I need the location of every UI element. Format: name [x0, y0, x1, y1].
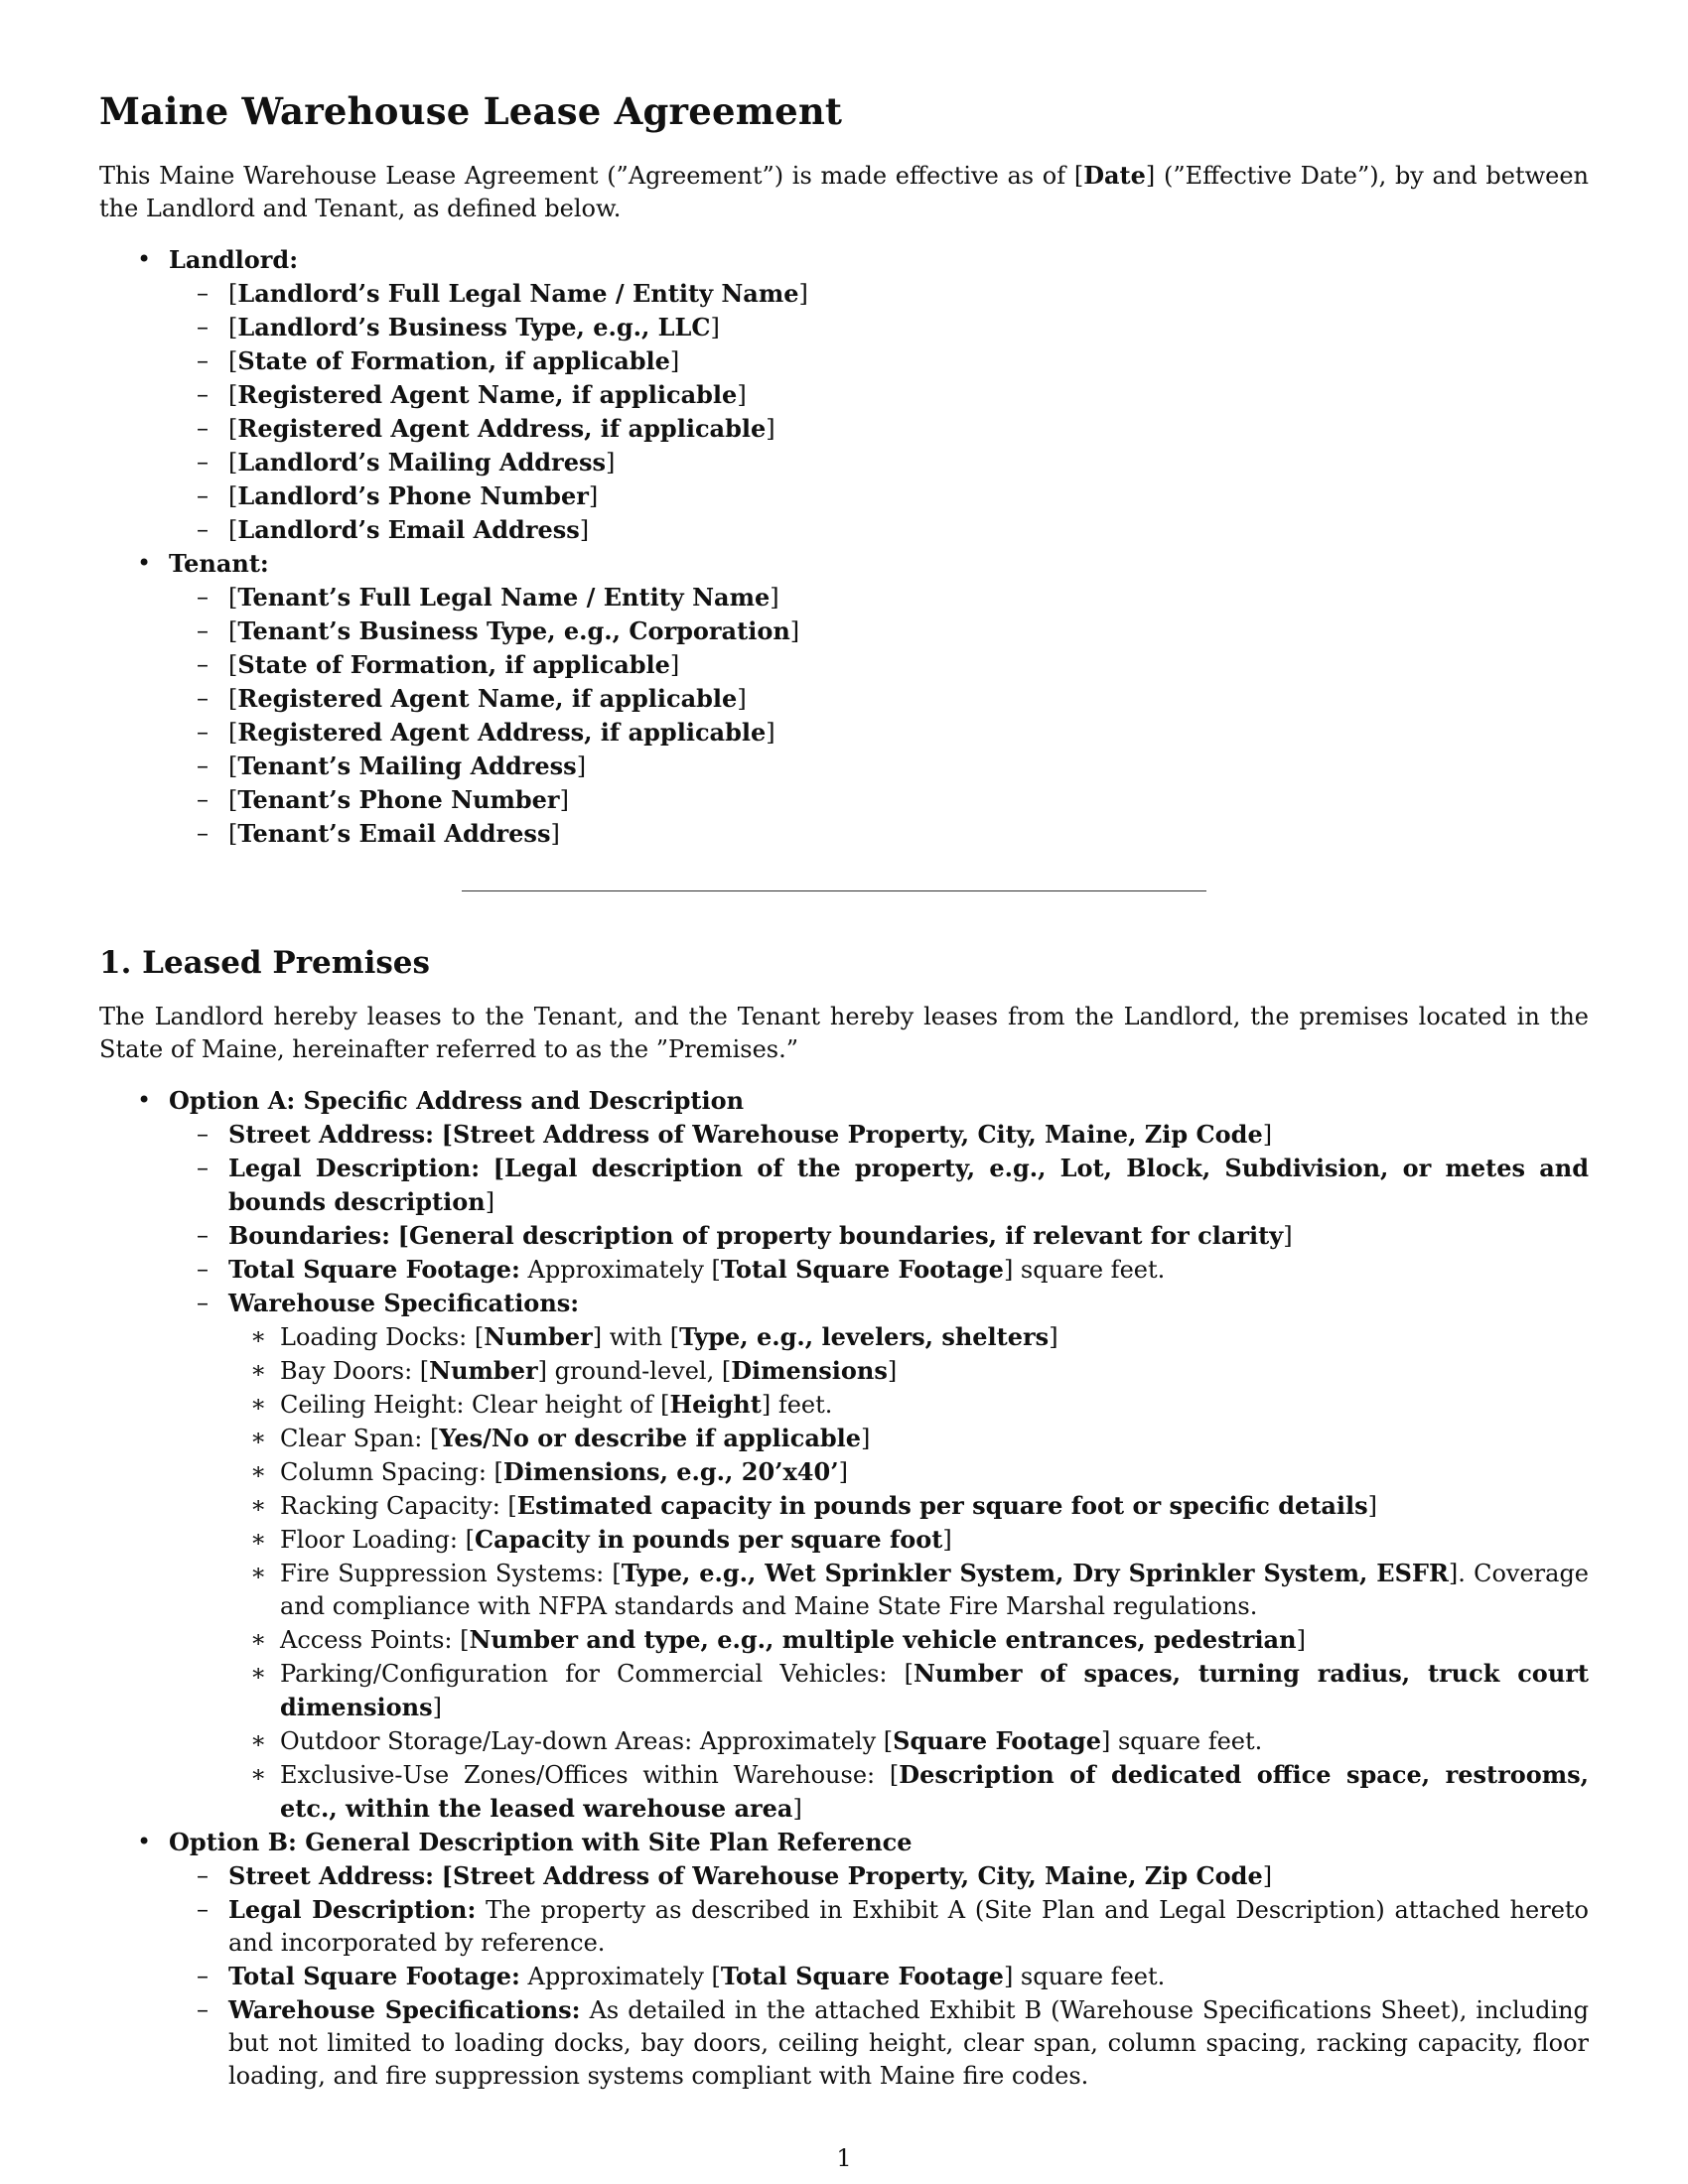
spec-placeholder: Number: [429, 1356, 538, 1385]
premises-options-list: [99, 1084, 1589, 2093]
effective-date-placeholder: Date: [1083, 161, 1146, 190]
field-placeholder: Landlord’s Full Legal Name / Entity Name: [237, 279, 799, 308]
spec-placeholder: Estimated capacity in pounds per square foot or specific details: [516, 1491, 1368, 1520]
spec-text: Access Points: [: [280, 1626, 470, 1654]
list-item: – [Landlord’s Mailing Address]: [169, 446, 1589, 479]
document-title: Maine Warehouse Lease Agreement: [99, 89, 843, 133]
option-a-fields: [169, 1118, 1589, 1826]
field-placeholder: State of Formation, if applicable: [237, 650, 670, 679]
field-label: Total Square Footage:: [228, 1962, 520, 1990]
field-text: As detailed in the attached Exhibit B (Warehouse Specifications Sheet), including but not limited to loading docks, bay doors, ceiling height, clear span, column spacing, racking capacity, floor loading, and fire suppression systems compliant with Maine fire codes.: [228, 1996, 1589, 2090]
spec-placeholder: Description of dedicated office space, restrooms, etc., within the leased warehouse area: [280, 1760, 1590, 1823]
spec-text: ] feet.: [761, 1391, 833, 1419]
spec-text: Bay Doors: [: [280, 1357, 430, 1385]
spec-text: Exclusive-Use Zones/Offices within Warehouse: [: [280, 1761, 900, 1789]
spec-placeholder: Type, e.g., levelers, shelters: [679, 1322, 1050, 1351]
field-label: Warehouse Specifications:: [228, 1995, 581, 2024]
field-placeholder: Street Address of Warehouse Property, City, Maine, Zip Code: [453, 1861, 1263, 1890]
list-item: [228, 1354, 1589, 1388]
list-item: – [Tenant’s Business Type, e.g., Corporation]: [169, 614, 1589, 648]
warehouse-specs-list: [228, 1320, 1589, 1826]
spec-text: ]: [1296, 1626, 1306, 1654]
field-label: Street Address:: [228, 1120, 435, 1149]
spec-text: Ceiling Height: Clear height of [: [280, 1391, 670, 1419]
field-placeholder: Total Square Footage: [720, 1962, 1004, 1990]
spec-text: Parking/Configuration for Commercial Vehicles: [: [280, 1660, 914, 1688]
field-placeholder: Tenant’s Full Legal Name / Entity Name: [237, 583, 771, 612]
list-item: – Street Address: [Street Address of Warehouse Property, City, Maine, Zip Code]: [169, 1859, 1589, 1893]
field-placeholder: Landlord’s Phone Number: [237, 481, 589, 510]
list-item: – [Registered Agent Name, if applicable]: [169, 378, 1589, 412]
spec-text: Column Spacing: [: [280, 1458, 503, 1486]
spec-text: ]: [432, 1694, 442, 1721]
parties-list: [99, 243, 1589, 851]
list-item: [228, 1523, 1589, 1557]
list-item: [228, 1724, 1589, 1758]
spec-text: ]: [942, 1526, 952, 1554]
tenant-fields: [169, 581, 1589, 851]
intro-text-2: ] (”Effective Date”), by and between the Landlord and Tenant, as defined below.: [99, 162, 1589, 222]
field-placeholder: Tenant’s Email Address: [237, 819, 551, 848]
option-label: Option A: Specific Address and Description: [169, 1086, 745, 1115]
list-item: [228, 1623, 1589, 1657]
field-placeholder: Registered Agent Name, if applicable: [237, 684, 738, 713]
party-label: Tenant:: [169, 549, 269, 578]
spec-placeholder: Dimensions, e.g., 20’x40’: [502, 1457, 839, 1486]
field-placeholder: State of Formation, if applicable: [237, 346, 670, 375]
list-item: [169, 1993, 1589, 2093]
field-text: Approximately [: [527, 1963, 721, 1990]
spec-placeholder: Number of spaces, turning radius, truck court dimensions: [280, 1659, 1589, 1721]
list-item: – [State of Formation, if applicable]: [169, 344, 1589, 378]
spec-text: ] ground-level, [: [537, 1357, 732, 1385]
field-placeholder: Registered Agent Address, if applicable: [237, 414, 767, 443]
option-b-fields: [169, 1859, 1589, 2093]
spec-placeholder: Number: [484, 1322, 593, 1351]
spec-text: Floor Loading: [: [280, 1526, 475, 1554]
section-intro-paragraph: The Landlord hereby leases to the Tenant, and the Tenant hereby leases from the Landlord, the premises located in the State of Maine, hereinafter referred to as the ”Premises.”: [99, 1003, 1589, 1063]
list-item: – [Registered Agent Address, if applicable]: [169, 716, 1589, 750]
field-placeholder: Landlord’s Mailing Address: [237, 448, 606, 477]
landlord-fields: [169, 277, 1589, 547]
list-item: [228, 1758, 1589, 1826]
list-item: [228, 1557, 1589, 1623]
spec-text: ]: [792, 1795, 802, 1823]
list-item: – [Landlord’s Phone Number]: [169, 479, 1589, 513]
spec-text: ]: [861, 1425, 871, 1452]
field-label: Legal Description:: [228, 1895, 477, 1924]
section-heading-leased-premises: 1. Leased Premises: [99, 945, 430, 981]
field-text: Approximately [: [527, 1256, 721, 1284]
field-placeholder: Tenant’s Business Type, e.g., Corporation: [237, 616, 790, 645]
spec-placeholder: Dimensions: [731, 1356, 888, 1385]
list-item: – [Tenant’s Full Legal Name / Entity Name]: [169, 581, 1589, 614]
list-item: – Street Address: [Street Address of Warehouse Property, City, Maine, Zip Code]: [169, 1118, 1589, 1152]
intro-text-1: This Maine Warehouse Lease Agreement (”Agreement”) is made effective as of [: [99, 162, 1084, 190]
spec-text: ] with [: [592, 1323, 680, 1351]
field-placeholder: Tenant’s Mailing Address: [237, 751, 577, 780]
spec-placeholder: Capacity in pounds per square foot: [474, 1525, 943, 1554]
spec-text: ]. Coverage and compliance with NFPA standards and Maine State Fire Marshal regulations.: [280, 1560, 1590, 1620]
spec-text: Fire Suppression Systems: [: [280, 1560, 622, 1587]
horizontal-divider: [462, 890, 1206, 891]
option-b: [99, 1826, 1589, 2093]
field-text: The property as described in Exhibit A (Site Plan and Legal Description) attached hereto and incorporated by reference.: [228, 1896, 1589, 1957]
field-placeholder: Total Square Footage: [720, 1255, 1004, 1284]
list-item: – [Landlord’s Business Type, e.g., LLC]: [169, 311, 1589, 344]
list-item: – [Landlord’s Full Legal Name / Entity Name]: [169, 277, 1589, 311]
field-text: ] square feet.: [1003, 1963, 1166, 1990]
field-placeholder: Tenant’s Phone Number: [237, 785, 560, 814]
spec-text: ]: [887, 1357, 898, 1385]
field-text: ] square feet.: [1003, 1256, 1166, 1284]
spec-text: ]: [838, 1458, 848, 1486]
list-item: – [Landlord’s Email Address]: [169, 513, 1589, 547]
list-item: [169, 1253, 1589, 1287]
field-placeholder: Registered Agent Name, if applicable: [237, 380, 738, 409]
list-item: [169, 1287, 1589, 1826]
list-item: [228, 1455, 1589, 1489]
list-item: – [State of Formation, if applicable]: [169, 648, 1589, 682]
field-label: Warehouse Specifications:: [228, 1289, 580, 1317]
field-label: Total Square Footage:: [228, 1255, 520, 1284]
list-item: – Boundaries: [General description of property boundaries, if relevant for clarity]: [169, 1219, 1589, 1253]
spec-text: Racking Capacity: [: [280, 1492, 517, 1520]
spec-placeholder: Number and type, e.g., multiple vehicle entrances, pedestrian: [469, 1625, 1297, 1654]
option-label: Option B: General Description with Site Plan Reference: [169, 1828, 913, 1856]
list-item: [228, 1489, 1589, 1523]
field-label: Boundaries:: [228, 1221, 390, 1250]
field-placeholder: Landlord’s Email Address: [237, 515, 580, 544]
list-item: – [Tenant’s Mailing Address]: [169, 750, 1589, 783]
field-placeholder: Street Address of Warehouse Property, City, Maine, Zip Code: [453, 1120, 1263, 1149]
list-item: [169, 1893, 1589, 1960]
spec-text: ] square feet.: [1100, 1727, 1263, 1755]
list-item: [228, 1422, 1589, 1455]
field-label: Street Address:: [228, 1861, 435, 1890]
spec-placeholder: Type, e.g., Wet Sprinkler System, Dry Sprinkler System, ESFR: [621, 1559, 1449, 1587]
spec-text: Outdoor Storage/Lay-down Areas: Approximately [: [280, 1727, 894, 1755]
list-item: – Legal Description: [Legal description of the property, e.g., Lot, Block, Subdivision, or metes and bounds description]: [169, 1152, 1589, 1219]
field-placeholder: Registered Agent Address, if applicable: [237, 718, 767, 747]
list-item: – [Tenant’s Phone Number]: [169, 783, 1589, 817]
option-a: [99, 1084, 1589, 1826]
party-tenant: [99, 547, 1589, 851]
spec-text: Clear Span: [: [280, 1425, 440, 1452]
field-placeholder: Legal description of the property, e.g., Lot, Block, Subdivision, or metes and bounds description: [228, 1154, 1589, 1216]
spec-placeholder: Square Footage: [893, 1726, 1101, 1755]
spec-placeholder: Height: [669, 1390, 762, 1419]
document-page: [99, 89, 1589, 2093]
party-label: Landlord:: [169, 245, 299, 274]
spec-text: ]: [1049, 1323, 1058, 1351]
list-item: [228, 1388, 1589, 1422]
page-number: 1: [836, 2144, 852, 2172]
list-item: [228, 1320, 1589, 1354]
list-item: [228, 1657, 1589, 1724]
spec-text: Loading Docks: [: [280, 1323, 485, 1351]
intro-paragraph: [99, 159, 1589, 225]
party-landlord: [99, 243, 1589, 547]
list-item: – [Tenant’s Email Address]: [169, 817, 1589, 851]
list-item: – [Registered Agent Name, if applicable]: [169, 682, 1589, 716]
field-label: Legal Description:: [228, 1154, 481, 1182]
field-placeholder: Landlord’s Business Type, e.g., LLC: [237, 313, 711, 341]
list-item: – [Registered Agent Address, if applicable]: [169, 412, 1589, 446]
spec-text: ]: [1367, 1492, 1378, 1520]
field-placeholder: General description of property boundaries, if relevant for clarity: [408, 1221, 1284, 1250]
list-item: [169, 1960, 1589, 1993]
spec-placeholder: Yes/No or describe if applicable: [439, 1424, 862, 1452]
